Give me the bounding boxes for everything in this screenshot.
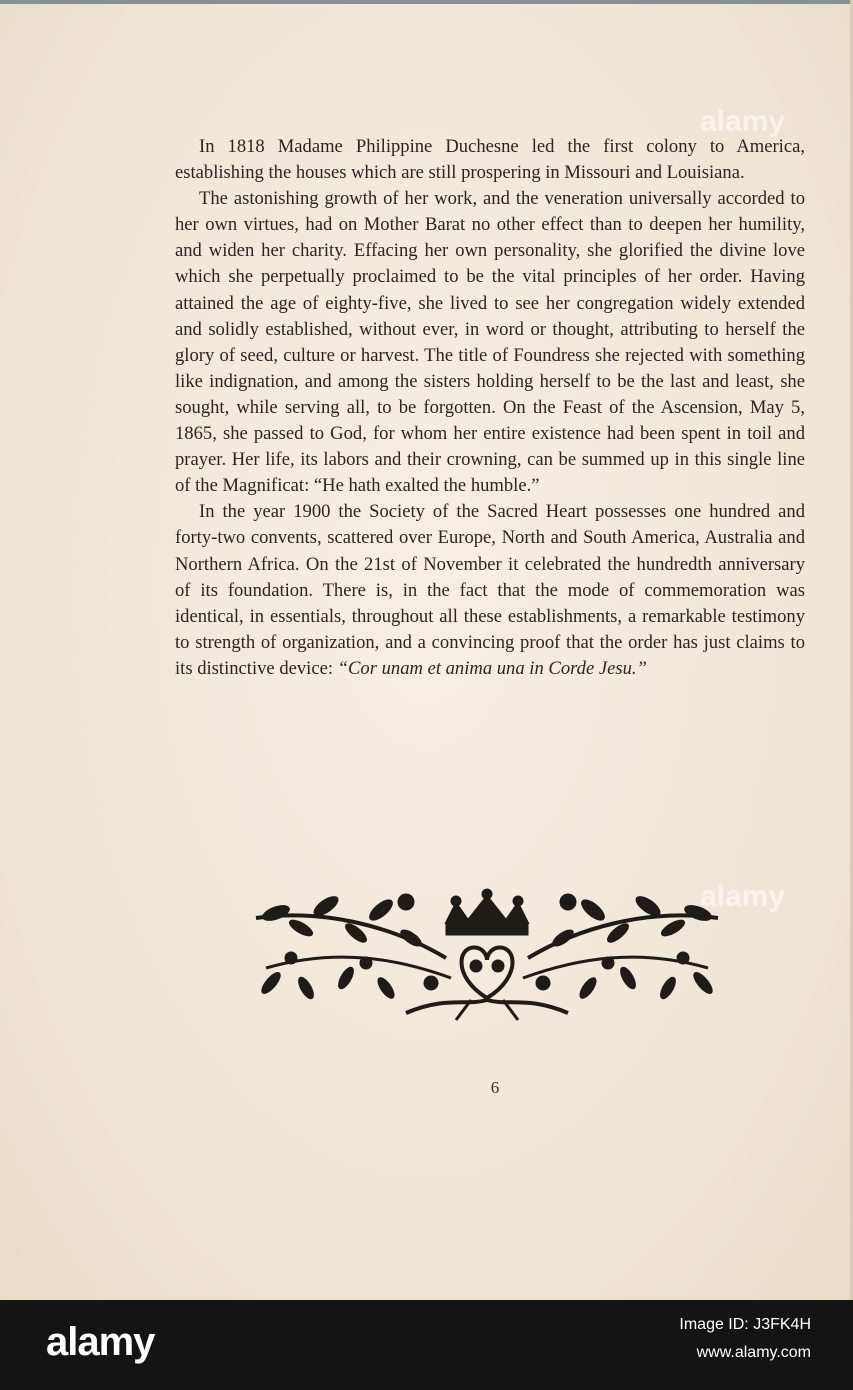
floral-crown-vignette-icon — [246, 888, 728, 1026]
page-number: 6 — [490, 1078, 500, 1097]
body-text — [175, 134, 805, 682]
footer-url: www.alamy.com — [696, 1344, 811, 1361]
watermark: alamy — [700, 105, 786, 138]
page-top-edge — [0, 0, 853, 4]
paragraph-1: In 1818 Madame Philippine Duchesne led the first colony to America, establishing the houses which are still prospering in Missouri and Louisiana. — [175, 136, 805, 184]
watermark: alamy — [700, 880, 786, 913]
paragraph-3 — [175, 499, 805, 682]
paragraph-2: The astonishing growth of her work, and the veneration universally accorded to her own virtues, had on Mother Barat no other effect than to deepen her humility, and widen her charity. Effacing her own personality, she glorified the divine love which she perpetually proclaimed to be the vital principles of her order. Having attained the age of eighty-five, she lived to see her congregation widely extended and solidly established, without ever, in word or thought, attributing to herself the glory of seed, culture or harvest. The title of Foundress she rejected with something like indignation, and among the sisters holding herself to be the last and least, she sought, while serving all, to be forgotten. On the Feast of the Ascension, May 5, 1865, she passed to God, for whom her entire existence had been spent in toil and prayer. Her life, its labors and their crowning, can be summed up in this single line of the Magnificat: “He hath exalted the humble.” — [175, 188, 805, 497]
alamy-logo: alamy — [46, 1320, 155, 1364]
stock-footer-bar — [0, 1300, 853, 1390]
paragraph-3-text: In the year 1900 the Society of the Sacred Heart possesses one hundred and forty-two convents, scattered over Europe, North and South America, Australia and Northern Africa. On the 21st of November it celebrated the hundredth anniversary of its foundation. There is, in the fact that the mode of commemoration was identical, in essentials, throughout all these establishments, a remarkable testimony to strength of organization, and a convincing proof that the order has just claims to its distinctive device: — [175, 501, 805, 679]
motto: “Cor unam et anima una in Corde Jesu.” — [337, 657, 647, 679]
image-id: Image ID: J3FK4H — [679, 1316, 811, 1333]
